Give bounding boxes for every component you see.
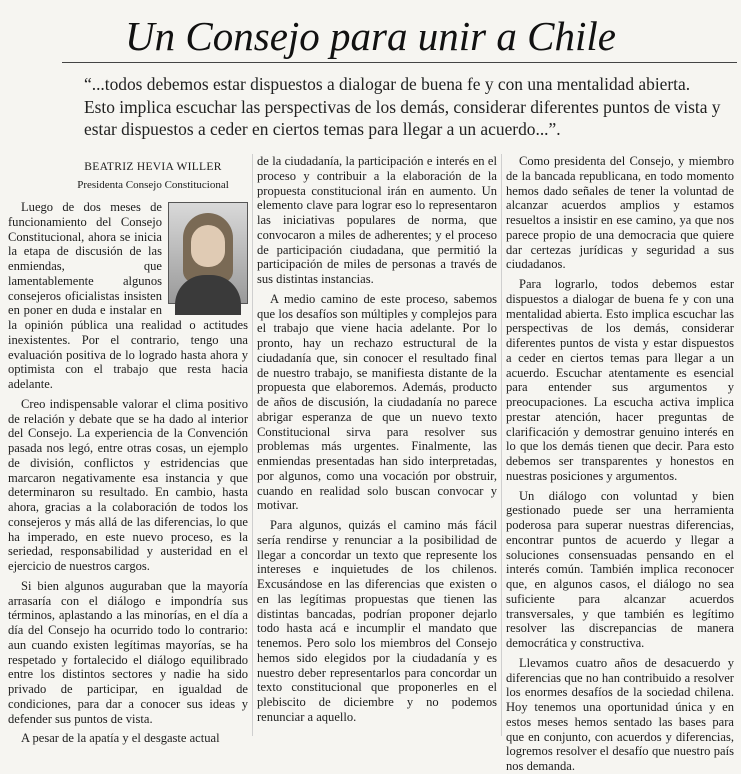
author-name: BEATRIZ HEVIA WILLER xyxy=(84,161,222,173)
paragraph: Luego de dos meses de funcionamiento del Consejo Constitucional, ahora se inicia la etapa de discusión de las enmiendas, que lamentablemente algunos consejeros oficialistas insisten en poner en duda e instalar en la opinión pública una realidad o actitudes inexistentes. Por el contrario, tengo una evaluación positiva de lo logrado hasta ahora y optimista con el trabajo que resta hacia adelante. xyxy=(8,200,248,391)
paragraph: Para lograrlo, todos debemos estar dispuestos a dialogar de buena fe y con una mentalidad abierta. Esto implica escuchar las perspectivas de los demás, considerar diferentes puntos de vista y estar dispuestos a ceder en ciertos temas para llegar a un acuerdo. Escuchar atentamente es esencial para entender sus argumentos y preocupaciones. La escucha activa implica prestar atención, hacer preguntas de clarificación y demostrar genuino interés en lo que los demás tienen que decir. Para esto debemos ser transparentes y honestos en nuestras posiciones y argumentos. xyxy=(506,277,734,483)
article-column-1 xyxy=(8,200,248,746)
paragraph: Creo indispensable valorar el clima positivo de relación y debate que se ha dado al interior del Consejo. La experiencia de la Convención pasada nos legó, entre otras cosas, un ejemplo de división, conflictos y estridencias que marcaron negativamente esa instancia y que determinaron su resultado. En cambio, hasta ahora, gracias a la colaboración de todos los consejeros y más allá de las diferencias, lo que ha imperado, en este nuevo proceso, es la seriedad, responsabilidad y austeridad en el ejercicio de nuestros cargos. xyxy=(8,396,248,573)
paragraph: A medio camino de este proceso, sabemos que los desafíos son múltiples y complejos para el trabajo que viene hacia adelante. Por lo pronto, hay un rechazo estructural de la ciudadanía que, sin conocer el resultado final de nuestro trabajo, se manifiesta distante de la propuesta que elaboremos. Además, producto de años de discusión, la ciudadanía no parece abrigar esperanza de que un nuevo texto Constitucional sirva para resolver sus problemas más urgentes. Finalmente, las enmiendas presentadas han sido interpretadas, por algunos, como una vocación por obstruir, cuando en realidad solo buscan convocar y motivar. xyxy=(257,291,497,513)
paragraph: de la ciudadanía, la participación e interés en el proceso y contribuir a la elaboración de la propuesta constitucional irán en aumento. Un elemento clave para lograr eso lo representaron las iniciativas populares de norma, que convocaron a miles de adherentes; y el proceso de participación ciudadana, que permitió la participación de miles de personas a través de sus distintas instancias. xyxy=(257,154,497,286)
paragraph: A pesar de la apatía y el desgaste actual xyxy=(21,731,220,746)
paragraph: Llevamos cuatro años de desacuerdo y diferencias que no han contribuido a resolver los enormes desafíos de la sociedad chilena. Hoy tenemos una oportunidad única y en estos meses hemos sentado las bases para que en conjunto, con acuerdos y diferencias, logremos resolver el desafío que nuestro país nos demanda. xyxy=(506,655,734,773)
paragraph: Como presidenta del Consejo, y miembro de la bancada republicana, en todo momento hemos dado señales de tener la voluntad de alcanzar acuerdos amplios y estamos resueltos a insistir en ese camino, ya que nos parece propio de una democracia que quiere dar certezas jurídicas y seguridad a sus ciudadanos. xyxy=(506,154,734,272)
byline xyxy=(62,160,244,193)
paragraph: Si bien algunos auguraban que la mayoría arrasaría con el diálogo e impondría sus términos, aplastando a las minorías, en el día a día del Consejo ha ocurrido todo lo contrario: aun cuando existen legítimas mayorías, se ha respetado y fortalecido el diálogo equilibrado entre los distintos sectores y nadie ha sido privado de participar, en igualdad de condiciones, para dar a conocer sus ideas y defender sus puntos de vista. xyxy=(8,578,248,726)
paragraph: Para algunos, quizás el camino más fácil sería rendirse y renunciar a la posibilidad de llegar a concordar un texto que represente los intereses e inquietudes de los chilenos. Excusándose en las diferencias que existen o en las legítimas propuestas que tienen las distintas bancadas, podrían proponer dejarlo todo hasta acá e incumplir el mandato que tenemos. Pero solo los miembros del Consejo hemos sido elegidos por la ciudadanía y es nuestro deber representarlos para concordar un texto constitucional que proponerles en el plebiscito de diciembre y no podemos renunciar a aquello. xyxy=(257,518,497,724)
column-divider xyxy=(252,154,253,736)
author-photo xyxy=(168,202,248,304)
pull-quote: “...todos debemos estar dispuestos a dialogar de buena fe y con una mentalidad abierta. Esto implica escuchar las perspectivas de los demás, considerar diferentes puntos de vista y estar dispuestos a ceder en ciertos temas para llegar a un acuerdo...”. xyxy=(84,74,721,139)
article-column-3 xyxy=(506,154,734,773)
article-column-2 xyxy=(257,154,497,740)
paragraph: Un diálogo con voluntad y bien gestionado puede ser una herramienta poderosa para superar nuestras diferencias, encontrar puntos de acuerdo y llegar a soluciones consensuadas pensando en el interés común. También implica reconocer que, en algunos casos, el diálogo no sea suficiente para alcanzar acuerdos transversales, y que también es legítimo resolver las discrepancias de manera democrática y constructiva. xyxy=(506,488,734,650)
title-rule xyxy=(62,62,737,63)
column-divider xyxy=(501,154,502,736)
author-role: Presidenta Consejo Constitucional xyxy=(77,179,229,191)
article-title: Un Consejo para unir a Chile xyxy=(125,13,616,59)
